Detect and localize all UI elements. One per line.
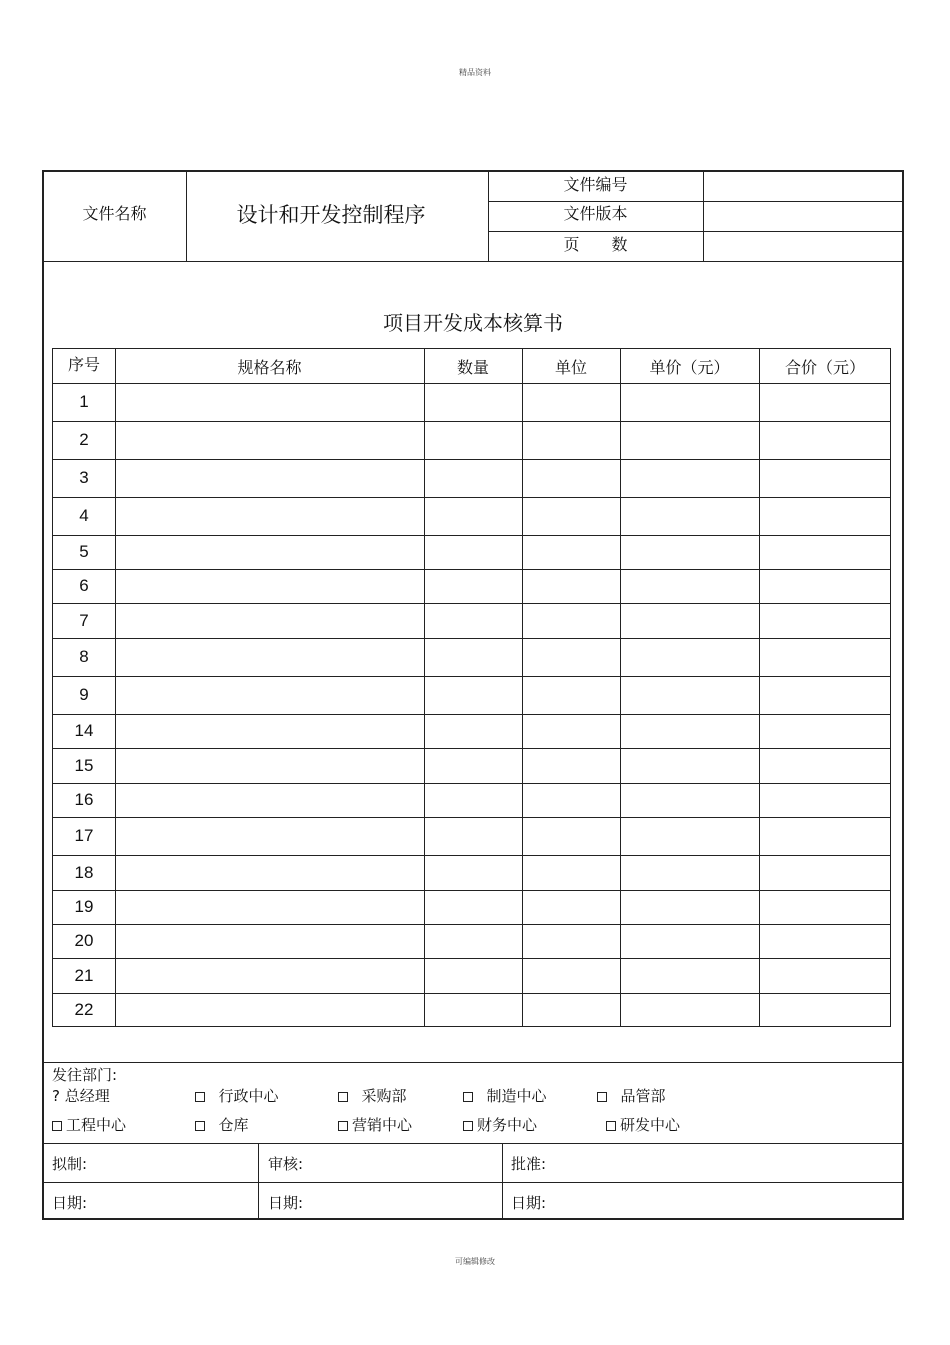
header-bottom-divider [43, 261, 903, 262]
watermark-top: 精品资料 [459, 68, 491, 77]
header-row-divider-1 [488, 201, 903, 202]
reviewed-date-label: 日期: [268, 1194, 304, 1212]
dept-admin-center[interactable] [195, 1089, 279, 1104]
col-header-unit: 单位 [554, 358, 587, 377]
dept-engineering[interactable] [52, 1118, 126, 1133]
dept-rnd-label: 研发中心 [620, 1116, 681, 1134]
checkbox-icon[interactable] [606, 1121, 616, 1131]
table-row-divider [53, 855, 890, 856]
row-number: 17 [74, 826, 94, 845]
checkbox-icon[interactable] [52, 1121, 62, 1131]
dept-quality-label: 品管部 [620, 1087, 666, 1105]
col-header-index: 序号 [67, 355, 100, 374]
table-column-divider [424, 349, 425, 1026]
dept-manufacturing[interactable] [463, 1089, 547, 1104]
drafted-date-label: 日期: [52, 1194, 88, 1212]
checkbox-icon[interactable] [195, 1092, 205, 1102]
row-number: 3 [79, 468, 89, 487]
dept-purchasing-label: 采购部 [361, 1087, 407, 1105]
table-row-divider [53, 817, 890, 818]
checkbox-icon[interactable] [338, 1092, 348, 1102]
dept-marketing[interactable] [338, 1118, 412, 1133]
row-number: 8 [79, 647, 89, 666]
row-number: 19 [74, 897, 94, 916]
checkbox-icon[interactable] [338, 1121, 348, 1131]
checkbox-icon[interactable] [463, 1092, 473, 1102]
table-row-divider [53, 603, 890, 604]
row-number: 7 [79, 611, 89, 630]
table-row-divider [53, 676, 890, 677]
row-number: 9 [79, 685, 89, 704]
checkbox-icon[interactable] [463, 1121, 473, 1131]
row-number: 18 [74, 863, 94, 882]
header-row-divider-2 [488, 231, 903, 232]
dept-purchasing[interactable] [338, 1089, 407, 1104]
row-number: 22 [74, 1000, 94, 1019]
row-number: 6 [79, 576, 89, 595]
table-row-divider [53, 748, 890, 749]
approved-date-label: 日期: [511, 1194, 547, 1212]
row-number: 4 [79, 506, 89, 525]
file-name-label: 文件名称 [82, 204, 147, 223]
table-column-divider [522, 349, 523, 1026]
table-row-divider [53, 497, 890, 498]
signature-middle-divider [43, 1182, 903, 1183]
table-row-divider [53, 421, 890, 422]
document-title: 设计和开发控制程序 [236, 203, 426, 227]
table-row-divider [53, 459, 890, 460]
table-row-divider [53, 783, 890, 784]
signature-divider-2 [502, 1143, 503, 1219]
form-title: 项目开发成本核算书 [383, 311, 563, 335]
signature-divider-1 [258, 1143, 259, 1219]
row-number: 20 [74, 931, 94, 950]
col-header-spec-name: 规格名称 [237, 358, 302, 377]
row-number: 21 [74, 966, 94, 985]
dept-warehouse[interactable] [195, 1118, 249, 1133]
dept-general-manager[interactable] [52, 1089, 110, 1104]
dept-warehouse-label: 仓库 [218, 1116, 249, 1134]
col-header-unit-price: 单价（元） [649, 358, 730, 377]
pages-label: 页 数 [563, 235, 628, 254]
col-header-total-price: 合价（元） [784, 358, 865, 377]
row-number: 2 [79, 430, 89, 449]
dept-marketing-label: 营销中心 [352, 1116, 413, 1134]
checkbox-icon[interactable] [597, 1092, 607, 1102]
table-row-divider [53, 714, 890, 715]
file-version-label: 文件版本 [563, 204, 628, 223]
checkbox-icon[interactable] [195, 1121, 205, 1131]
dept-general-manager-label: ? 总经理 [52, 1087, 110, 1105]
signature-top-divider [43, 1143, 903, 1144]
cost-table [52, 348, 891, 1027]
row-number: 14 [74, 721, 94, 740]
table-column-divider [115, 349, 116, 1026]
table-row-divider [53, 958, 890, 959]
row-number: 1 [79, 392, 89, 411]
approved-by-label: 批准: [511, 1155, 547, 1173]
dept-rnd[interactable] [606, 1118, 680, 1133]
dept-finance[interactable] [463, 1118, 537, 1133]
file-number-label: 文件编号 [563, 175, 628, 194]
table-row-divider [53, 890, 890, 891]
drafted-by-label: 拟制: [52, 1155, 88, 1173]
distribution-top-divider [43, 1062, 903, 1063]
table-row-divider [53, 993, 890, 994]
table-row-divider [53, 924, 890, 925]
dept-manufacturing-label: 制造中心 [486, 1087, 547, 1105]
dept-admin-center-label: 行政中心 [218, 1087, 279, 1105]
table-row-divider [53, 383, 890, 384]
row-number: 15 [74, 756, 94, 775]
dept-quality[interactable] [597, 1089, 666, 1104]
table-column-divider [620, 349, 621, 1026]
table-row-divider [53, 638, 890, 639]
watermark-bottom: 可编辑修改 [455, 1257, 495, 1266]
distribution-label: 发往部门: [52, 1066, 118, 1084]
reviewed-by-label: 审核: [268, 1155, 304, 1173]
row-number: 16 [74, 790, 94, 809]
dept-finance-label: 财务中心 [477, 1116, 538, 1134]
col-header-quantity: 数量 [456, 358, 489, 377]
row-number: 5 [79, 542, 89, 561]
dept-engineering-label: 工程中心 [66, 1116, 127, 1134]
table-row-divider [53, 535, 890, 536]
table-row-divider [53, 569, 890, 570]
table-column-divider [759, 349, 760, 1026]
header-divider-3 [703, 171, 704, 261]
